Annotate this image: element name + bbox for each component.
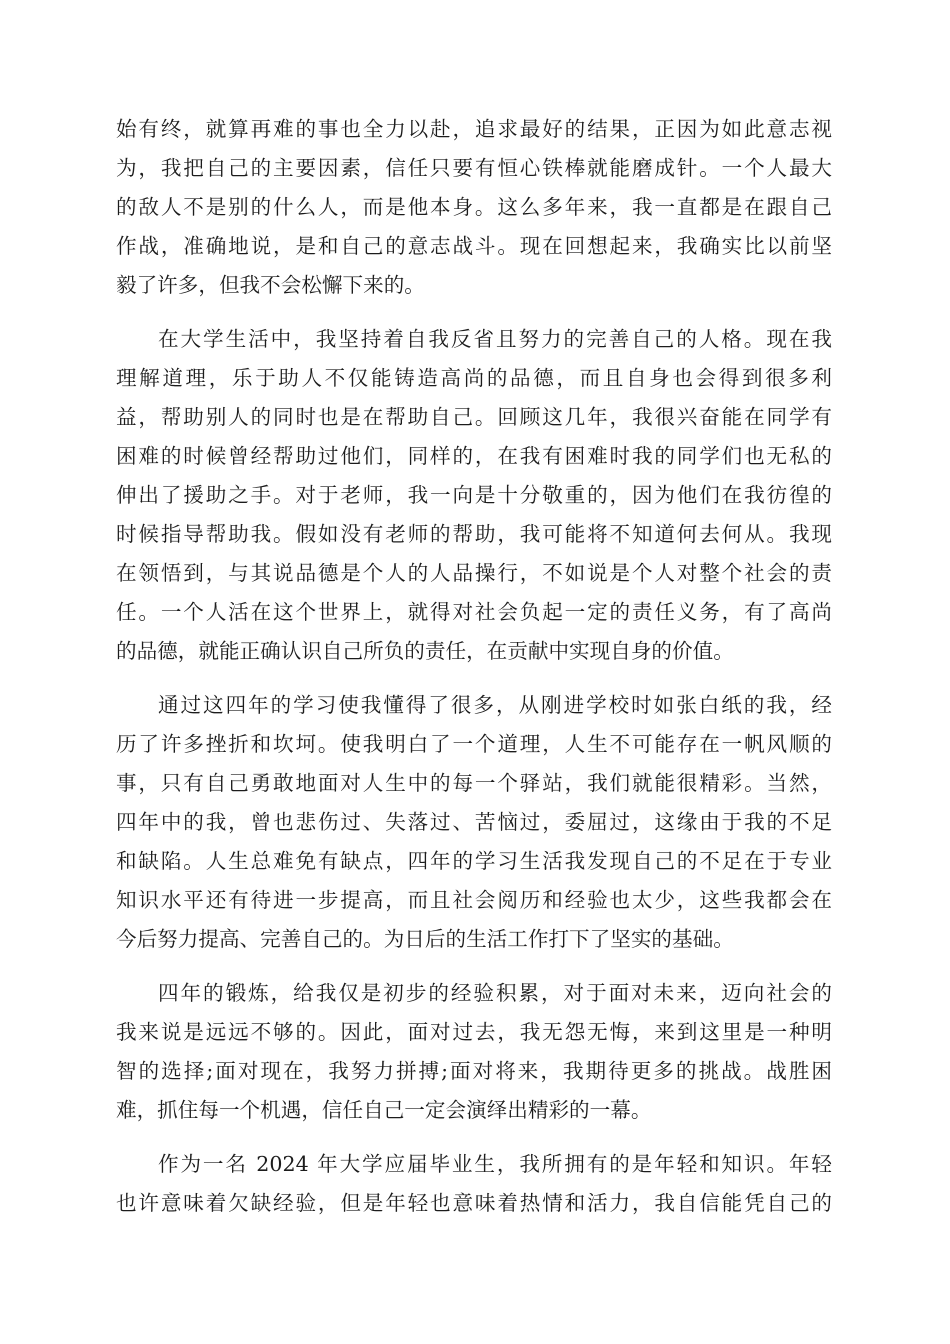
text-line: 为，我把自己的主要因素，信任只要有恒心铁棒就能磨成针。一个人最大 xyxy=(116,156,832,180)
text-line: 的品德，就能正确认识自己所负的责任，在贡献中实现自身的价值。 xyxy=(116,639,734,663)
text-line: 今后努力提高、完善自己的。为日后的生活工作打下了坚实的基础。 xyxy=(116,927,734,951)
text-line: 难，抓住每一个机遇，信任自己一定会演绎出精彩的一幕。 xyxy=(116,1098,652,1122)
text-line: 智的选择;面对现在，我努力拼搏;面对将来，我期待更多的挑战。战胜困 xyxy=(116,1059,832,1083)
text-line: 和缺陷。人生总难免有缺点，四年的学习生活我发现自己的不足在于专业 xyxy=(116,849,832,873)
text-line: 知识水平还有待进一步提高，而且社会阅历和经验也太少，这些我都会在 xyxy=(116,888,832,912)
text-line: 伸出了援助之手。对于老师，我一向是十分敬重的，因为他们在我彷徨的 xyxy=(116,483,832,507)
text-line: 时候指导帮助我。假如没有老师的帮助，我可能将不知道何去何从。我现 xyxy=(116,522,832,546)
text-line: 四年中的我，曾也悲伤过、失落过、苦恼过，委屈过，这缘由于我的不足 xyxy=(116,810,832,834)
paragraph-5 xyxy=(116,1145,832,1223)
paragraph-3 xyxy=(116,686,832,959)
text-line: 也许意味着欠缺经验，但是年轻也意味着热情和活力，我自信能凭自己的 xyxy=(116,1191,832,1215)
text-line: 四年的锻炼，给我仅是初步的经验积累，对于面对未来，迈向社会的 xyxy=(158,981,832,1005)
text-line: 事，只有自己勇敢地面对人生中的每一个驿站，我们就能很精彩。当然， xyxy=(116,771,832,795)
paragraph-4 xyxy=(116,974,832,1130)
text-line: 在大学生活中，我坚持着自我反省且努力的完善自己的人格。现在我 xyxy=(158,327,832,351)
text-line: 作战，准确地说，是和自己的意志战斗。现在回想起来，我确实比以前坚 xyxy=(116,234,832,258)
text-line: 始有终，就算再难的事也全力以赴，追求最好的结果，正因为如此意志视 xyxy=(116,117,832,141)
text-line: 困难的时候曾经帮助过他们，同样的，在我有困难时我的同学们也无私的 xyxy=(116,444,832,468)
text-line: 通过这四年的学习使我懂得了很多，从刚进学校时如张白纸的我，经 xyxy=(158,693,832,717)
text-line: 在领悟到，与其说品德是个人的人品操行，不如说是个人对整个社会的责 xyxy=(116,561,832,585)
text-line: 任。一个人活在这个世界上，就得对社会负起一定的责任义务，有了高尚 xyxy=(116,600,832,624)
paragraph-1 xyxy=(116,110,832,305)
paragraph-2 xyxy=(116,320,832,671)
document-body xyxy=(116,110,832,1223)
text-line: 历了许多挫折和坎坷。使我明白了一个道理，人生不可能存在一帆风顺的 xyxy=(116,732,832,756)
text-line: 理解道理，乐于助人不仅能铸造高尚的品德，而且自身也会得到很多利 xyxy=(116,366,832,390)
text-line: 我来说是远远不够的。因此，面对过去，我无怨无悔，来到这里是一种明 xyxy=(116,1020,832,1044)
text-line: 毅了许多，但我不会松懈下来的。 xyxy=(116,273,425,297)
text-line: 的敌人不是别的什么人，而是他本身。这么多年来，我一直都是在跟自己 xyxy=(116,195,832,219)
text-line: 益，帮助别人的同时也是在帮助自己。回顾这几年，我很兴奋能在同学有 xyxy=(116,405,832,429)
text-line: 作为一名 2024 年大学应届毕业生，我所拥有的是年轻和知识。年轻 xyxy=(158,1152,832,1176)
